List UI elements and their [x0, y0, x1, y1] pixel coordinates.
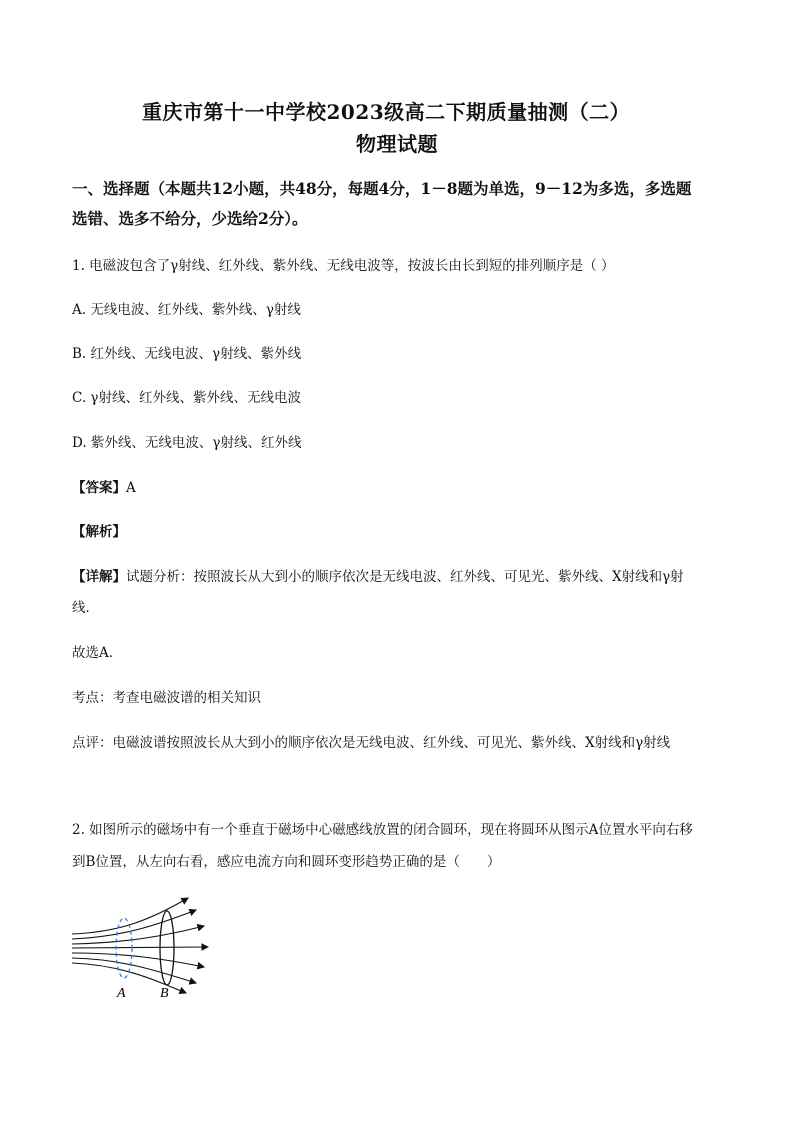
- detail-line2: 线．: [72, 600, 99, 616]
- detail-tag: 【详解】: [72, 569, 126, 585]
- question-1-option-c: C. γ射线、红外线、紫外线、无线电波: [72, 390, 301, 406]
- page-title: 重庆市第十一中学校2023级高二下期质量抽测（二）: [142, 100, 631, 124]
- field-line: [72, 926, 204, 944]
- kaodian-line: 考点：考查电磁波谱的相关知识: [72, 690, 261, 706]
- question-1-stem: 1. 电磁波包含了γ射线、红外线、紫外线、无线电波等，按波长由长到短的排列顺序是（ ）: [72, 258, 615, 274]
- choose-line: 故选A．: [72, 645, 123, 661]
- question-1-option-d: D. 紫外线、无线电波、γ射线、红外线: [72, 435, 302, 451]
- label-b: B: [160, 986, 169, 1000]
- question-2-line1: 2. 如图所示的磁场中有一个垂直于磁场中心磁感线放置的闭合圆环，现在将圆环从图示A位置水平向右移: [72, 822, 693, 838]
- field-line: [72, 910, 196, 939]
- question-2-line2: 到B位置，从左向右看，感应电流方向和圆环变形趋势正确的是（ ）: [72, 854, 501, 870]
- detail-text: 试题分析：按照波长从大到小的顺序依次是无线电波、红外线、可见光、紫外线、X射线和γ射: [126, 569, 684, 585]
- question-1-option-b: B. 红外线、无线电波、γ射线、紫外线: [72, 346, 302, 362]
- magnetic-field-figure: [70, 890, 220, 1000]
- detail-line1: [72, 565, 684, 585]
- answer-value: A: [126, 480, 136, 496]
- answer-line: [72, 476, 136, 496]
- field-line: [72, 963, 186, 993]
- question-1-option-a: A. 无线电波、红外线、紫外线、γ射线: [72, 302, 301, 318]
- field-line: [72, 947, 208, 948]
- section-heading-line2: 选错、选多不给分，少选给2分）。: [72, 209, 308, 228]
- section-heading-line1: 一、选择题（本题共12小题，共48分，每题4分，1－8题为单选，9－12为多选，多选题: [72, 179, 692, 198]
- subject-title: 物理试题: [356, 132, 438, 156]
- analysis-tag: 【解析】: [72, 524, 126, 540]
- dianping-line: 点评：电磁波谱按照波长从大到小的顺序依次是无线电波、红外线、可见光、紫外线、X射线和γ射线: [72, 735, 671, 751]
- answer-tag: 【答案】: [72, 480, 126, 496]
- label-a: A: [117, 986, 126, 1000]
